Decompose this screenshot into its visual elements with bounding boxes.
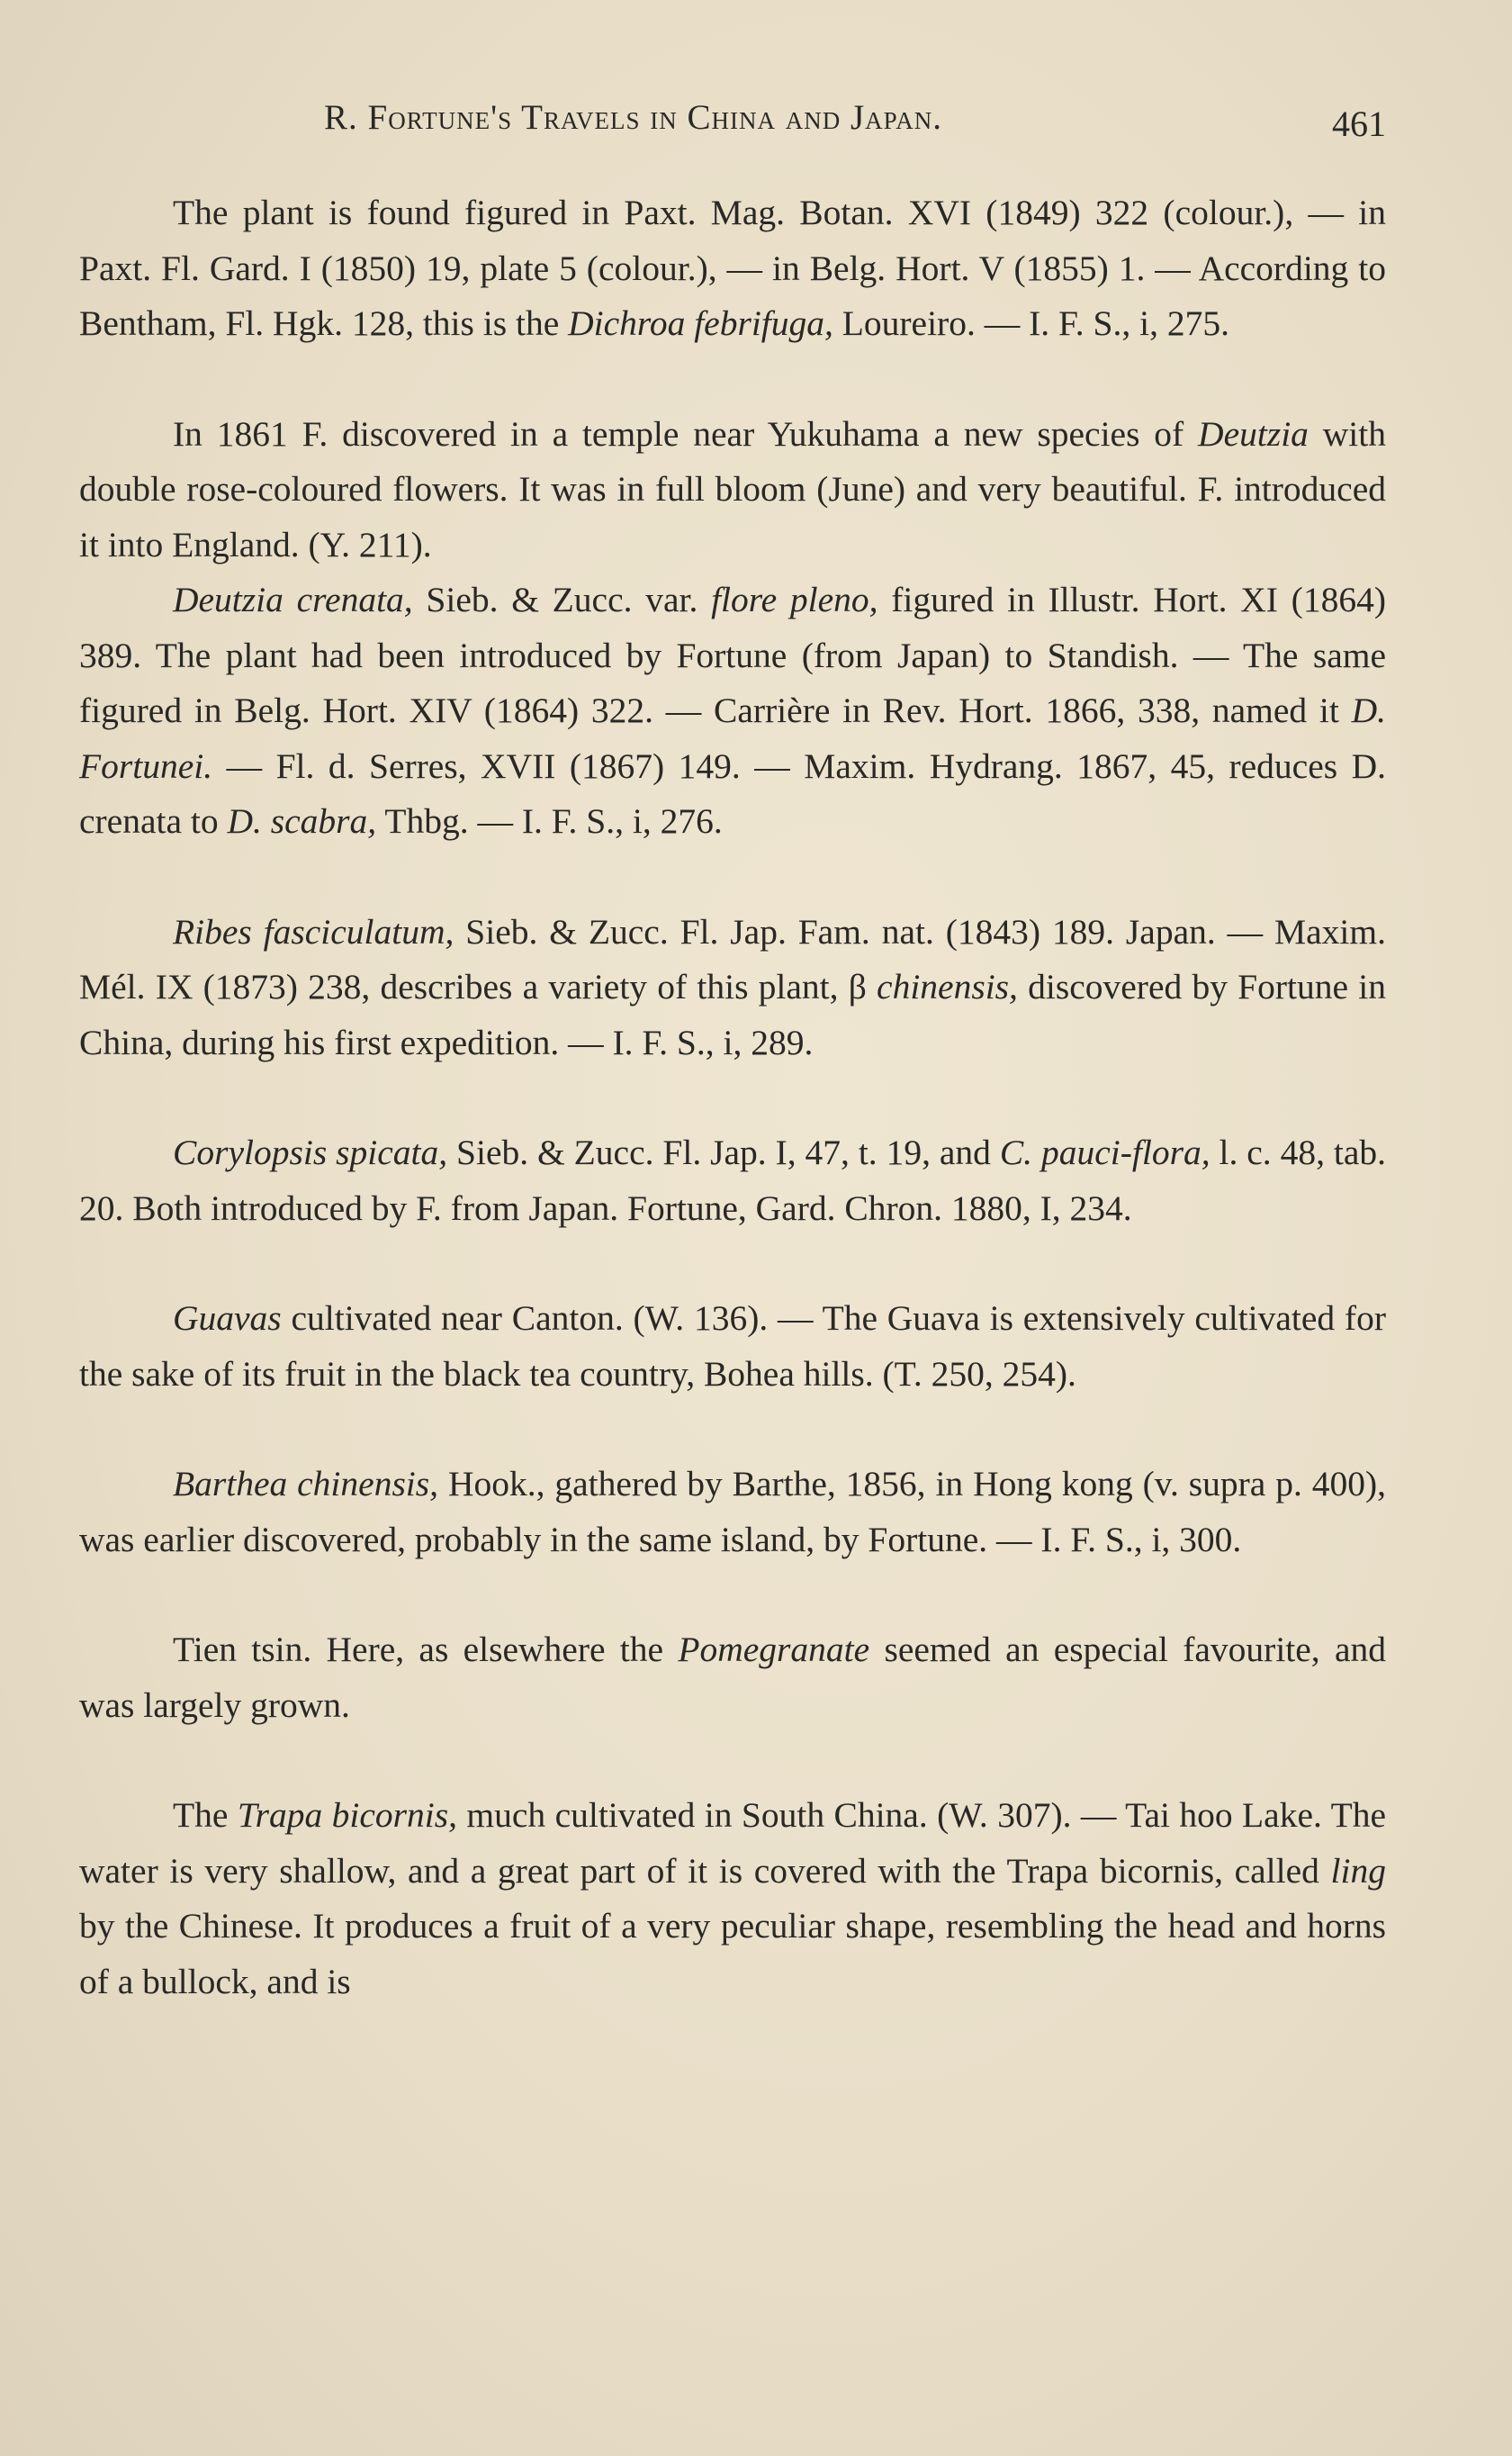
text-run: cultivated near Canton. (W. 136). — The Guava is extensively cultivated for the sake of its fruit in the black tea country, Bohea hills. (T. 250, 254). [79, 1298, 1386, 1394]
text-run: figured in Illustr. Hort. XI (1864) 389. The plant had been introduced by Fortune (from Japan) to Standish. — The same figured in Belg. Hort. XIV (1864) 322. — Carrière in Rev. Hort. 1866, 338, named it [79, 580, 1386, 730]
plant-name: Pomegranate [678, 1630, 870, 1669]
text-run: l. c. 48, tab. 20. Both introduced by F. from Japan. Fortune, Gard. Chron. 1880, I, 234. [79, 1133, 1387, 1228]
text-run: Hook., gathered by Barthe, 1856, in Hong kong (v. supra p. 400), was earlier discovered, probably in the same island, by Fortune. — I. F. S., i, 300. [79, 1464, 1387, 1559]
paragraph-corylopsis [79, 1125, 1386, 1236]
genus-name: Deutzia [1198, 413, 1309, 454]
text-run: Thbg. — I. F. S., i, 276. [376, 801, 723, 841]
species-name: Ribes fasciculatum, [173, 911, 454, 952]
species-name: D. scabra, [227, 801, 377, 841]
variety-name: flore pleno, [711, 580, 878, 619]
text-run: — Fl. d. Serres, XVII (1867) 149. — Maxim. Hydrang. 1867, 45, reduces D. crenata to [79, 745, 1386, 841]
body-text [79, 185, 1386, 2009]
paragraph-deutzia [79, 407, 1386, 573]
text-run: Tien tsin. Here, as elsewhere the [173, 1630, 679, 1669]
species-name: Barthea chinensis, [173, 1464, 439, 1503]
text-run: The [173, 1795, 238, 1835]
species-name: Trapa bicornis, [237, 1795, 457, 1835]
text-run: Sieb. & Zucc. Fl. Jap. I, 47, t. 19, and [447, 1133, 1000, 1172]
text-run: Loureiro. — I. F. S., i, 275. [832, 303, 1229, 343]
species-name: C. pauci-flora, [999, 1133, 1210, 1172]
paragraph-pomegranate [79, 1622, 1386, 1733]
page-number: 461 [1332, 104, 1386, 144]
species-name: Dichroa febrifuga, [568, 303, 833, 343]
plant-name: Guavas [173, 1298, 282, 1338]
paragraph-ribes [79, 905, 1386, 1071]
species-name: Deutzia crenata, [173, 580, 413, 619]
chinese-name: ling [1330, 1850, 1386, 1891]
text-run: discovered by Fortune in China, during his first expedition. — I. F. S., i, 289. [79, 967, 1386, 1062]
paragraph-dichroa [79, 185, 1386, 352]
paragraph-barthea [79, 1457, 1386, 1567]
page-header [324, 97, 1386, 151]
text-run: seemed an especial favourite, and was largely grown. [79, 1630, 1386, 1725]
paragraph-guavas [79, 1291, 1386, 1402]
text-run: In 1861 F. discovered in a temple near Yukuhama a new species of [173, 413, 1199, 454]
text-run: Sieb. & Zucc. Fl. Jap. Fam. nat. (1843) 189. Japan. — Maxim. Mél. IX (1873) 238, describes a variety of this plant, β [79, 911, 1386, 1007]
text-run: The plant is found figured in Paxt. Mag. Botan. XVI (1849) 322 (colour.), — in Paxt. Fl. Gard. I (1850) 19, plate 5 (colour.), — in Belg. Hort. V (1855) 1. — According to Bentham, Fl. Hgk. 128, this is the [79, 193, 1386, 343]
paragraph-deutzia-crenata [79, 573, 1386, 850]
text-run: with double rose-coloured flowers. It was in full bloom (June) and very beautiful. F. introduced it into England. (Y. 211). [79, 413, 1386, 564]
text-run: Sieb. & Zucc. var. [412, 580, 712, 619]
species-name: D. Fortunei. [79, 691, 1386, 786]
paragraph-trapa [79, 1788, 1386, 2009]
text-run: much cultivated in South China. (W. 307). — Tai hoo Lake. The water is very shallow, and a great part of it is covered with the Trapa bicornis, called [79, 1795, 1386, 1891]
species-name: Corylopsis spicata, [173, 1133, 448, 1172]
text-run: by the Chinese. It produces a fruit of a very peculiar shape, resembling the head and horns of a bullock, and is [79, 1906, 1386, 2001]
variety-name: chinensis, [877, 967, 1018, 1007]
running-title: R. Fortune's Travels in China and Japan. [324, 98, 942, 137]
